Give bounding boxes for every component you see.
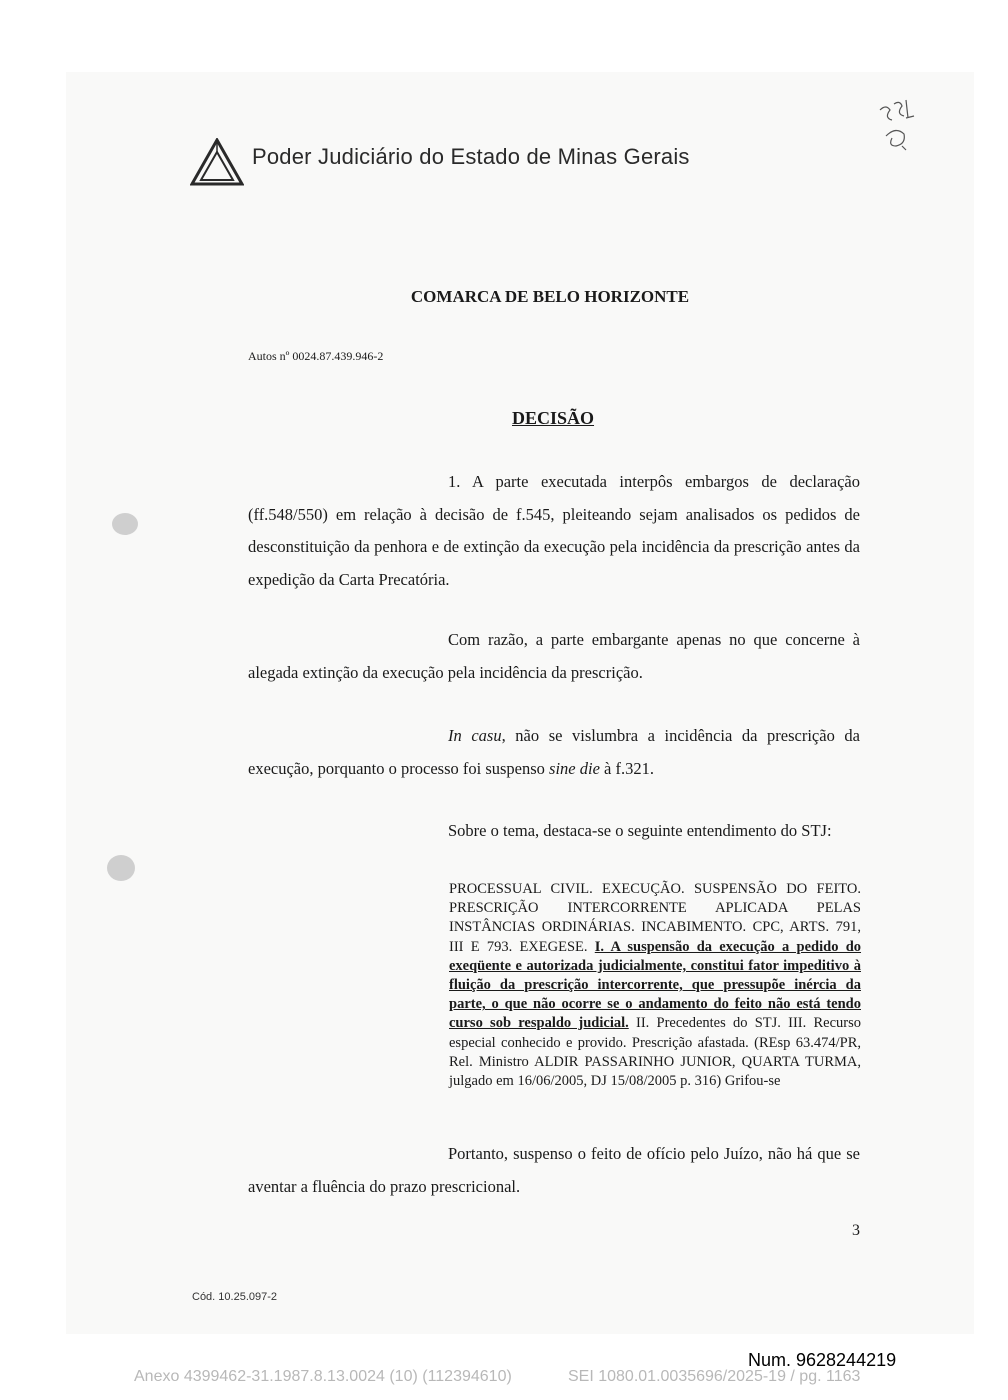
- footer-sei: SEI 1080.01.0035696/2025-19 / pg. 1163: [568, 1368, 861, 1385]
- paragraph-3-italic-mid: sine die: [549, 758, 600, 778]
- comarca-heading: COMARCA DE BELO HORIZONTE: [410, 287, 690, 306]
- document-number: Num. 9628244219: [748, 1350, 897, 1370]
- case-number: Autos nº 0024.87.439.946-2: [248, 349, 384, 363]
- paragraph-3-italic-start: In casu: [448, 726, 502, 745]
- footer-annex: Anexo 4399462-31.1987.8.13.0024 (10) (112394610): [134, 1368, 512, 1385]
- punch-hole-bottom: [107, 855, 135, 881]
- paragraph-3-mid: , não se vislumbra a incidência da prescrição da execução, porquanto o processo foi suspenso: [248, 726, 860, 778]
- paragraph-4: Sobre o tema, destaca-se o seguinte entendimento do STJ:: [448, 821, 832, 840]
- quote-plain-start: PROCESSUAL CIVIL. EXECUÇÃO. SUSPENSÃO DO FEITO. PRESCRIÇÃO INTERCORRENTE APLICADA PELAS INSTÂNCIAS ORDINÁRIAS. INCABIMENTO. CPC, ARTS. 791, III E 793. EXEGESE.: [449, 881, 861, 955]
- form-code: Cód. 10.25.097-2: [192, 1291, 278, 1303]
- decision-title: DECISÃO: [512, 408, 595, 428]
- page-number: 3: [852, 1222, 860, 1239]
- court-header-title: Poder Judiciário do Estado de Minas Gerais: [252, 144, 690, 169]
- paragraph-5: Portanto, suspenso o feito de ofício pelo Juízo, não há que se aventar a fluência do prazo prescricional.: [248, 1144, 860, 1196]
- paragraph-3: [248, 720, 860, 785]
- triangle-logo-icon: [190, 138, 244, 186]
- punch-hole-top: [112, 513, 138, 535]
- handwritten-page-annotation: [874, 96, 920, 156]
- jurisprudence-quote: [449, 880, 861, 1091]
- paragraph-1: 1. A parte executada interpôs embargos de declaração (ff.548/550) em relação à decisão de f.545, pleiteando sejam analisados os pedidos de desconstituição da penhora e de extinção da execução pela incidência da prescrição antes da expedição da Carta Precatória.: [248, 472, 860, 589]
- quote-underlined: I. A suspensão da execução a pedido do exeqüente e autorizada judicialmente, constitui fator impeditivo à fluição da prescrição intercorrente, que pressupõe inércia da parte, o que não ocorre se o andamento do feito não está tendo curso sob respaldo judicial.: [449, 938, 862, 1032]
- paragraph-2: Com razão, a parte embargante apenas no que concerne à alegada extinção da execução pela incidência da prescrição.: [248, 630, 860, 682]
- quote-plain-end: II. Precedentes do STJ. III. Recurso especial conhecido e provido. Prescrição afastada. (REsp 63.474/PR, Rel. Ministro ALDIR PASSARINHO JUNIOR, QUARTA TURMA, julgado em 16/06/2005, DJ 15/08/2005 p. 316) Grifou-se: [449, 1015, 861, 1090]
- paragraph-3-end: à f.321.: [599, 758, 654, 778]
